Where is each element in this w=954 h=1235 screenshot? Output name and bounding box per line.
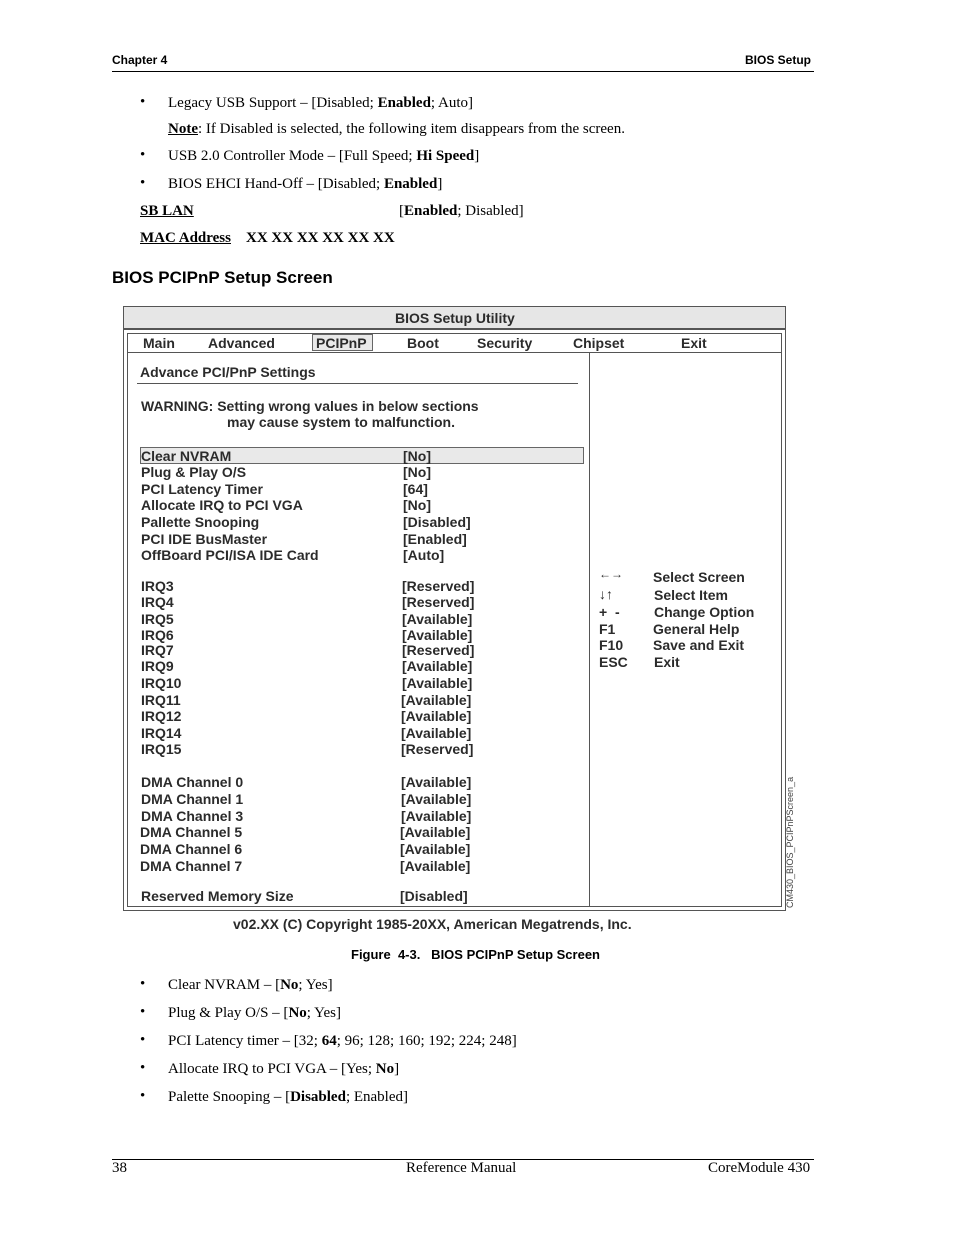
setting-value[interactable]: [Available] (402, 627, 473, 643)
setting-irq[interactable]: IRQ11 (141, 692, 181, 708)
setting-irq[interactable]: IRQ14 (141, 725, 182, 741)
setting-irq[interactable]: IRQ9 (141, 658, 174, 674)
setting-value[interactable]: [Enabled] (403, 531, 467, 547)
tab-pcipnp[interactable]: PCIPnP (316, 335, 367, 351)
setting-value[interactable]: [Available] (401, 708, 472, 724)
warning-line-1: WARNING: Setting wrong values in below sections (141, 398, 479, 414)
setting-allocate-irq[interactable]: Allocate IRQ to PCI VGA (141, 497, 303, 513)
bullet-icon: • (140, 147, 146, 163)
sb-lan-label: SB LAN (140, 203, 194, 219)
setting-value[interactable]: [Disabled] (403, 514, 471, 530)
menubar-divider (127, 352, 782, 353)
setting-dma[interactable]: DMA Channel 7 (140, 858, 243, 874)
figure-file-label: CM430_BIOS_PCIPnPScreen_a (785, 776, 795, 908)
list-item: Legacy USB Support – [Disabled; Enabled; Auto] (168, 95, 474, 111)
help-key: F10 (599, 637, 624, 653)
figure-caption: Figure 4-3. BIOS PCIPnP Setup Screen (351, 947, 600, 962)
setting-clear-nvram[interactable]: Clear NVRAM (141, 448, 232, 464)
setting-plug-play-os[interactable]: Plug & Play O/S (141, 464, 247, 480)
tab-exit[interactable]: Exit (681, 335, 707, 351)
tab-boot[interactable]: Boot (407, 335, 439, 351)
sb-lan-options: [Enabled; Disabled] (399, 203, 524, 219)
help-key: + - (599, 604, 620, 620)
setting-value[interactable]: [Auto] (403, 547, 445, 563)
setting-value[interactable]: [Available] (402, 675, 473, 691)
header-rule (112, 71, 814, 72)
tab-advanced[interactable]: Advanced (208, 335, 275, 351)
setting-value[interactable]: [Available] (401, 725, 472, 741)
setting-value[interactable]: [Available] (401, 791, 472, 807)
section-label: BIOS Setup (745, 53, 812, 67)
setting-pci-latency[interactable]: PCI Latency Timer (141, 481, 263, 497)
setting-value[interactable]: [Available] (402, 658, 473, 674)
tab-chipset[interactable]: Chipset (573, 335, 625, 351)
down-up-arrows-icon: ↓↑ (599, 586, 613, 602)
list-item: Plug & Play O/S – [No; Yes] (168, 1005, 341, 1021)
bullet-icon: • (140, 175, 146, 191)
setting-dma[interactable]: DMA Channel 3 (141, 808, 244, 824)
product-name: CoreModule 430 (708, 1160, 811, 1176)
bullet-icon: • (140, 976, 146, 992)
left-right-arrows-icon: ←→ (599, 567, 623, 581)
list-item: Palette Snooping – [Disabled; Enabled] (168, 1089, 408, 1105)
help-key: ESC (599, 654, 628, 670)
bullet-icon: • (140, 94, 146, 110)
setting-value[interactable]: [Available] (401, 692, 472, 708)
setting-value[interactable]: [Available] (401, 774, 472, 790)
list-item: Allocate IRQ to PCI VGA – [Yes; No] (168, 1061, 400, 1077)
bullet-icon: • (140, 1004, 146, 1020)
help-desc: Select Item (654, 587, 728, 603)
setting-value[interactable]: [Reserved] (402, 594, 475, 610)
heading-underline (137, 383, 578, 384)
setting-value[interactable]: [Reserved] (402, 578, 475, 594)
note-paragraph: Note: If Disabled is selected, the following item disappears from the screen. (168, 121, 625, 137)
section-title: BIOS PCIPnP Setup Screen (112, 268, 333, 287)
list-item: BIOS EHCI Hand-Off – [Disabled; Enabled] (168, 176, 443, 192)
help-desc: Exit (654, 654, 680, 670)
setting-irq[interactable]: IRQ12 (141, 708, 182, 724)
help-desc: Change Option (654, 604, 755, 620)
setting-dma[interactable]: DMA Channel 0 (141, 774, 244, 790)
setting-value[interactable]: [Available] (400, 858, 471, 874)
list-item: PCI Latency timer – [32; 64; 96; 128; 160; 192; 224; 248] (168, 1033, 517, 1049)
tab-security[interactable]: Security (477, 335, 533, 351)
setting-value[interactable]: [No] (403, 464, 431, 480)
setting-value[interactable]: [No] (403, 448, 431, 464)
bios-title: BIOS Setup Utility (395, 310, 515, 326)
setting-irq[interactable]: IRQ5 (141, 611, 174, 627)
manual-title: Reference Manual (406, 1160, 517, 1176)
setting-value[interactable]: [Available] (401, 808, 472, 824)
setting-value[interactable]: [Reserved] (401, 741, 474, 757)
bios-copyright: v02.XX (C) Copyright 1985-20XX, American Megatrends, Inc. (233, 916, 632, 932)
setting-value[interactable]: [No] (403, 497, 431, 513)
chapter-label: Chapter 4 (112, 53, 168, 67)
setting-dma[interactable]: DMA Channel 6 (140, 841, 243, 857)
setting-value[interactable]: [64] (403, 481, 428, 497)
setting-pci-ide-busmaster[interactable]: PCI IDE BusMaster (141, 531, 268, 547)
page-number: 38 (112, 1160, 127, 1176)
settings-heading: Advance PCI/PnP Settings (140, 364, 316, 380)
setting-dma[interactable]: DMA Channel 1 (141, 791, 244, 807)
setting-irq[interactable]: IRQ15 (141, 741, 182, 757)
setting-dma[interactable]: DMA Channel 5 (140, 824, 243, 840)
help-pane-divider (589, 352, 590, 907)
setting-offboard-ide[interactable]: OffBoard PCI/ISA IDE Card (141, 547, 319, 563)
bullet-icon: • (140, 1088, 146, 1104)
setting-irq[interactable]: IRQ7 (141, 642, 174, 658)
list-item: Clear NVRAM – [No; Yes] (168, 977, 333, 993)
help-key: F1 (599, 621, 616, 637)
list-item: USB 2.0 Controller Mode – [Full Speed; Hi Speed] (168, 148, 480, 164)
bullet-icon: • (140, 1060, 146, 1076)
setting-irq[interactable]: IRQ6 (141, 627, 174, 643)
setting-irq[interactable]: IRQ3 (141, 578, 174, 594)
setting-value[interactable]: [Available] (402, 611, 473, 627)
bullet-icon: • (140, 1032, 146, 1048)
setting-reserved-memory[interactable]: Reserved Memory Size (141, 888, 294, 904)
mac-address-row: MAC Address XX XX XX XX XX XX (140, 230, 395, 246)
setting-pallette-snooping[interactable]: Pallette Snooping (141, 514, 260, 530)
warning-line-2: may cause system to malfunction. (227, 414, 455, 430)
help-desc: Save and Exit (653, 637, 745, 653)
setting-value[interactable]: [Available] (400, 841, 471, 857)
setting-value[interactable]: [Available] (400, 824, 471, 840)
help-desc: Select Screen (653, 569, 745, 585)
help-desc: General Help (653, 621, 740, 637)
setting-irq[interactable]: IRQ10 (141, 675, 182, 691)
setting-irq[interactable]: IRQ4 (141, 594, 174, 610)
tab-main[interactable]: Main (143, 335, 175, 351)
setting-value[interactable]: [Reserved] (402, 642, 475, 658)
setting-value[interactable]: [Disabled] (400, 888, 468, 904)
